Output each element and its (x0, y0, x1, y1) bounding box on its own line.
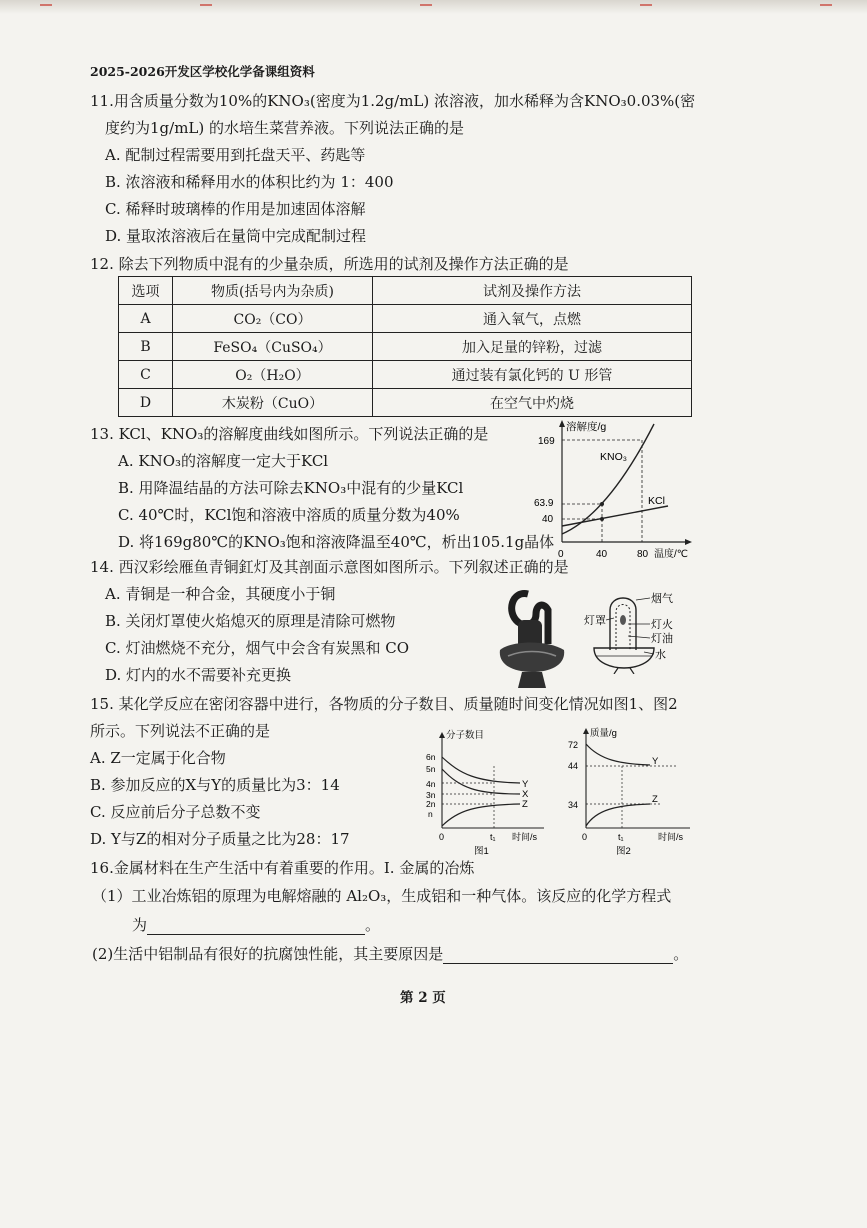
page-top-edge (0, 0, 867, 14)
table-cell: A (119, 305, 173, 333)
table-cell: 加入足量的锌粉，过滤 (373, 333, 692, 361)
q13-stem: 13. KCl、KNO₃的溶解度曲线如图所示。下列说法正确的是 (90, 425, 489, 443)
q16-stem: 16.金属材料在生产生活中有着重要的作用。Ⅰ. 金属的冶炼 (90, 859, 475, 877)
series-x-line (442, 769, 520, 794)
table-header-cell: 物质(括号内为杂质) (173, 277, 373, 305)
y-axis-label: 质量/g (590, 728, 617, 739)
x-tick-label: 0 (558, 549, 564, 560)
table-cell: D (119, 389, 173, 417)
flame-label: 灯火 (651, 619, 673, 631)
lamp-oil-label: 灯油 (651, 633, 673, 645)
table-cell: 木炭粉（CuO） (173, 389, 373, 417)
table-cell: C (119, 361, 173, 389)
q14-option-b: B. 关闭灯罩使火焰熄灭的原理是清除可燃物 (105, 612, 396, 630)
q15-option-a: A. Z一定属于化合物 (90, 749, 226, 767)
table-cell: O₂（H₂O） (173, 361, 373, 389)
q13-option-a: A. KNO₃的溶解度一定大于KCl (118, 452, 329, 470)
edge-mark (200, 4, 212, 6)
table-cell: CO₂（CO） (173, 305, 373, 333)
q13-option-b: B. 用降温结晶的方法可除去KNO₃中混有的少量KCl (118, 479, 464, 497)
q16-part2-line (92, 944, 688, 964)
lampshade-label: 灯罩 (584, 615, 606, 627)
solubility-chart (528, 418, 698, 562)
q16-part1-suffix: 。 (365, 916, 381, 934)
q12-table (118, 276, 692, 417)
series-z-line (442, 804, 520, 826)
x-tick-label: t₁ (618, 832, 624, 842)
y-tick-label: 3n (426, 790, 436, 800)
kcl-curve (562, 506, 668, 526)
table-cell: B (119, 333, 173, 361)
q16-part2-prefix: (2)生活中铝制品有很好的抗腐蚀性能，其主要原因是 (92, 945, 444, 963)
smoke-label: 烟气 (651, 593, 673, 605)
table-cell: 通过装有氯化钙的 U 形管 (373, 361, 692, 389)
x-tick-label: 0 (439, 832, 445, 842)
y-axis-arrow (583, 728, 589, 734)
y-tick-label: 63.9 (534, 498, 554, 509)
q14-option-d: D. 灯内的水不需要补充更换 (105, 666, 292, 684)
y-tick-label: 2n (426, 799, 436, 809)
kcl-label: KCl (648, 495, 665, 507)
series-label: Y (652, 756, 659, 767)
x-axis-label: 时间/s (658, 832, 684, 842)
q16-part2-suffix: 。 (673, 945, 689, 963)
table-row (119, 361, 692, 389)
y-tick-label: 44 (568, 761, 579, 771)
x-axis-label: 温度/℃ (654, 549, 689, 560)
x-tick-label: t₁ (490, 832, 496, 842)
q14-option-c: C. 灯油燃烧不充分，烟气中会含有炭黑和 CO (105, 639, 410, 657)
q15-option-c: C. 反应前后分子总数不变 (90, 803, 261, 821)
y-tick-label: 5n (426, 764, 436, 774)
figure-caption: 图1 (474, 846, 489, 857)
series-z-line (586, 804, 650, 826)
q16-part1-line2 (132, 915, 380, 935)
y-tick-label: 34 (568, 800, 579, 810)
series-label: Z (522, 799, 528, 810)
data-point (600, 517, 604, 521)
q15-stem-line1: 15. 某化学反应在密闭容器中进行，各物质的分子数目、质量随时间变化情况如图1、图2 (90, 695, 678, 713)
table-cell: 在空气中灼烧 (373, 389, 692, 417)
lamp-cross-section-diagram (584, 590, 694, 674)
table-header-cell: 选项 (119, 277, 173, 305)
q11-stem-line1: 11.用含质量分数为10%的KNO₃(密度为1.2g/mL) 浓溶液，加水稀释为含KNO₃0.03%(密 (90, 92, 696, 110)
q11-option-c: C. 稀释时玻璃棒的作用是加速固体溶解 (105, 200, 366, 218)
edge-mark (420, 4, 432, 6)
y-axis-label: 分子数目 (446, 730, 485, 741)
y-axis-arrow (439, 732, 445, 738)
table-row (119, 305, 692, 333)
q14-stem: 14. 西汉彩绘雁鱼青铜釭灯及其剖面示意图如图所示。下列叙述正确的是 (90, 558, 569, 576)
y-tick-label: 4n (426, 779, 436, 789)
y-tick-label: 169 (538, 436, 555, 447)
table-row (119, 389, 692, 417)
x-tick-label: 40 (596, 549, 608, 560)
y-tick-label: 72 (568, 740, 579, 750)
y-tick-label: 40 (542, 514, 554, 525)
q15-option-b: B. 参加反应的X与Y的质量比为3：14 (90, 776, 340, 794)
page-number: 第 2 页 (400, 990, 446, 1006)
answer-blank[interactable] (443, 947, 673, 964)
q11-option-d: D. 量取浓溶液后在量筒中完成配制过程 (105, 227, 367, 245)
table-cell: 通入氧气，点燃 (373, 305, 692, 333)
q16-part1-prefix: 为 (132, 916, 148, 934)
series-label: Z (652, 794, 658, 805)
q11-option-a: A. 配制过程需要用到托盘天平、药匙等 (105, 146, 366, 164)
series-label: X (522, 789, 529, 800)
series-y-line (586, 744, 650, 765)
edge-mark (40, 4, 52, 6)
edge-mark (820, 4, 832, 6)
y-tick-label: n (428, 809, 433, 819)
q15-option-d: D. Y与Z的相对分子质量之比为28：17 (90, 830, 350, 848)
table-row (119, 333, 692, 361)
y-tick-label: 6n (426, 752, 436, 762)
q13-option-d: D. 将169g80℃的KNO₃饱和溶液降温至40℃，析出105.1g晶体 (118, 533, 555, 551)
molecule-count-chart (420, 726, 550, 858)
kno3-label: KNO₃ (600, 451, 628, 463)
table-header-cell: 试剂及操作方法 (373, 277, 692, 305)
table-cell: FeSO₄（CuSO₄） (173, 333, 373, 361)
q14-option-a: A. 青铜是一种合金，其硬度小于铜 (105, 585, 336, 603)
y-axis-arrow (559, 420, 565, 427)
x-tick-label: 0 (582, 832, 588, 842)
y-axis-label: 溶解度/g (566, 421, 607, 433)
water-label: 水 (655, 649, 666, 661)
answer-blank[interactable] (147, 918, 365, 935)
q11-stem-line2: 度约为1g/mL) 的水培生菜营养液。下列说法正确的是 (105, 119, 465, 137)
series-label: Y (522, 779, 529, 790)
figure-caption: 图2 (616, 846, 631, 857)
goose-fish-lamp-image (492, 584, 572, 692)
page-header: 2025-2026开发区学校化学备课组资料 (90, 64, 315, 79)
q12-stem: 12. 除去下列物质中混有的少量杂质，所选用的试剂及操作方法正确的是 (90, 255, 569, 273)
q15-stem-line2: 所示。下列说法不正确的是 (90, 722, 271, 740)
x-axis-arrow (685, 539, 692, 545)
intersection-point (600, 502, 604, 506)
edge-mark (640, 4, 652, 6)
q16-part1-line1: （1）工业冶炼铝的原理为电解熔融的 Al₂O₃，生成铝和一种气体。该反应的化学方程式 (92, 887, 672, 905)
x-axis-label: 时间/s (512, 832, 538, 842)
x-tick-label: 80 (637, 549, 649, 560)
q13-option-c: C. 40℃时，KCl饱和溶液中溶质的质量分数为40% (118, 506, 460, 524)
q11-option-b: B. 浓溶液和稀释用水的体积比约为 1：400 (105, 173, 394, 191)
mass-chart (566, 726, 696, 858)
table-header-row (119, 277, 692, 305)
